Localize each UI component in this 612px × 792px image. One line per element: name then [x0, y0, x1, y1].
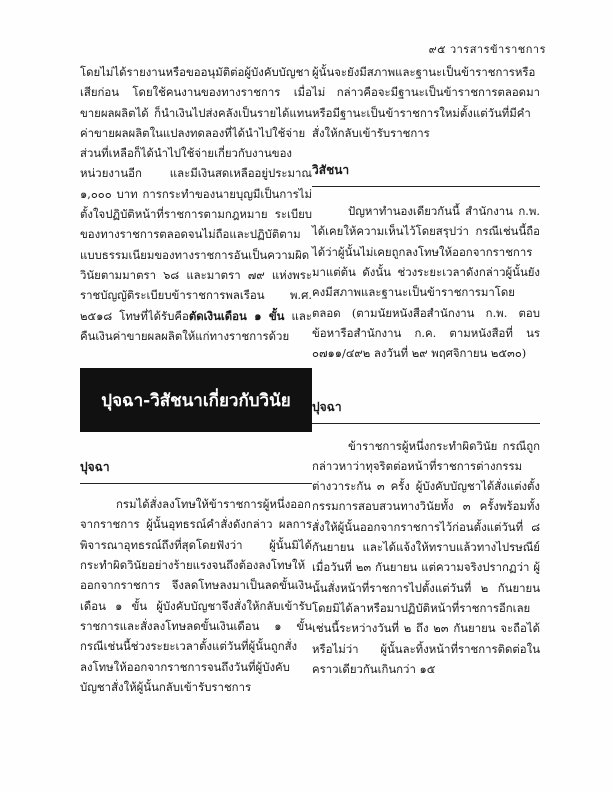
heading-rule [312, 186, 540, 187]
intro-paragraph [80, 62, 312, 346]
page-number: ๑๕ [419, 661, 436, 676]
answer-paragraph: ปัญหาทำนองเดียวกันนี้ สำนักงาน ก.พ. ได้เคยให้ความเห็นไว้โดยสรุปว่า กรณีเช่นนี้ถือได้ว่าผู้นั้นไม่เคยถูกลงโทษให้ออกจากราชการมาแต่ต้น ดังนั้น ช่วงระยะเวลาดังกล่าวผู้นั้นยังคงมีสภาพและฐานะเป็นข้าราชการมาโดยตลอด (ตามนัยหนังสือสำนักงาน ก.พ. ตอบข้อหารือสำนักงาน ก.ค. ตามหนังสือที่ นร ๐๗๑๑/๔๙๒ ลงวันที่ ๒๙ พฤศจิกายน ๒๕๓๐) [312, 204, 540, 361]
section-banner: ปุจฉา-วิสัชนาเกี่ยวกับวินัย [80, 368, 312, 432]
intro-tail: และคืนเงินค่าขายผลผลิตให้แก่ทางราชการด้วย [80, 308, 312, 343]
question2-text: ข้าราชการผู้หนึ่งกระทำผิดวินัย กรณีถูกกล่าวหาว่าทุจริตต่อหน้าที่ราชการต่างกรรมต่างวาระกัน ๓ ครั้ง ผู้บังคับบัญชาได้สั่งแต่งตั้งกรรมการสอบสวนทางวินัยทั้ง ๓ ครั้งพร้อมทั้งสั่งให้ผู้นั้นออกจากราชการไว้ก่อนตั้งแต่วันที่ ๘ กันยายน และได้แจ้งให้ทราบแล้วทางไปรษณีย์เมื่อวันที่ ๒๓ กันยายน แต่ความจริงปรากฏว่า ผู้นั้นสั่งหน้าที่ราชการไปตั้งแต่วันที่ ๒ กันยายน โดยมิได้ลาหรือมาปฏิบัติหน้าที่ราชการอีกเลย เช่นนี้ระหว่างวันที่ ๒ ถึง ๒๓ กันยายน จะถือได้หรือไม่ว่า ผู้นั้นละทิ้งหน้าที่ราชการติดต่อในคราวเดียวกันเกินกว่า [312, 438, 540, 676]
running-header: ๙๕ วารสารข้าราชการ [428, 43, 546, 56]
right-column [312, 62, 540, 679]
continuation-paragraph: ผู้นั้นจะยังมีสภาพและฐานะเป็นข้าราชการหรือไม่ กล่าวคือจะมีฐานะเป็นข้าราชการตลอดมาหรือมีฐานะเป็นข้าราชการใหม่ตั้งแต่วันที่มีคำสั่งให้กลับเข้ารับราชการ [312, 65, 540, 140]
heading-rule [312, 423, 540, 424]
heading-rule [80, 483, 312, 484]
intro-text: โดยไม่ได้รายงานหรือขออนุมัติต่อผู้บังคับบัญชาเสียก่อน โดยใช้คนงานของทางราชการ เมื่อขายผลผลิตได้ ก็นำเงินไปส่งคลังเป็นรายได้แทนค่าขายผลผลิตในแปลงทดลองที่ได้นำไปใช้จ่ายส่วนที่เหลือก็ได้นำไปใช้จ่ายเกี่ยวกับงานของหน่วยงานอีก และมีเงินสดเหลืออยู่ประมาณ ๑,๐๐๐ บาท การกระทำของนายบุญมีเป็นการไม่ตั้งใจปฏิบัติหน้าที่ราชการตามกฎหมาย ระเบียบของทางราชการตลอดจนไม่ถือและปฏิบัติตามแบบธรรมเนียมของทางราชการอันเป็นความผิดวินัยตามมาตรา ๖๘ และมาตรา ๗๙ แห่งพระราชบัญญัติระเบียบข้าราชการพลเรือน พ.ศ. ๒๕๑๘ โทษที่ได้รับคือ [80, 65, 312, 323]
question2-heading: ปุจฉา [312, 399, 342, 414]
answer-heading: วิสัชนา [312, 163, 350, 178]
question2-paragraph [312, 436, 540, 680]
question-paragraph: กรมได้สั่งลงโทษให้ข้าราชการผู้หนึ่งออกจากราชการ ผู้นั้นอุทธรณ์คำสั่งดังกล่าว ผลการพิจารณาอุทธรณ์ถึงที่สุดโดยฟังว่า ผู้นั้นมิได้กระทำผิดวินัยอย่างร้ายแรงจนถึงต้องลงโทษให้ออกจากราชการ จึงลดโทษลงมาเป็นลดขั้นเงินเดือน ๑ ขั้น ผู้บังคับบัญชาจึงสั่งให้กลับเข้ารับราชการและสั่งลงโทษลดขั้นเงินเดือน ๑ ขั้น กรณีเช่นนี้ช่วงระยะเวลาตั้งแต่วันที่ผู้นั้นถูกสั่งลงโทษให้ออกจากราชการจนถึงวันที่ผู้บังคับบัญชาสั่งให้ผู้นั้นกลับเข้ารับราชการ [80, 497, 312, 694]
question-heading: ปุจฉา [80, 460, 110, 475]
left-column [80, 62, 312, 697]
penalty-bold: ตัดเงินเดือน ๑ ขั้น [188, 308, 285, 323]
